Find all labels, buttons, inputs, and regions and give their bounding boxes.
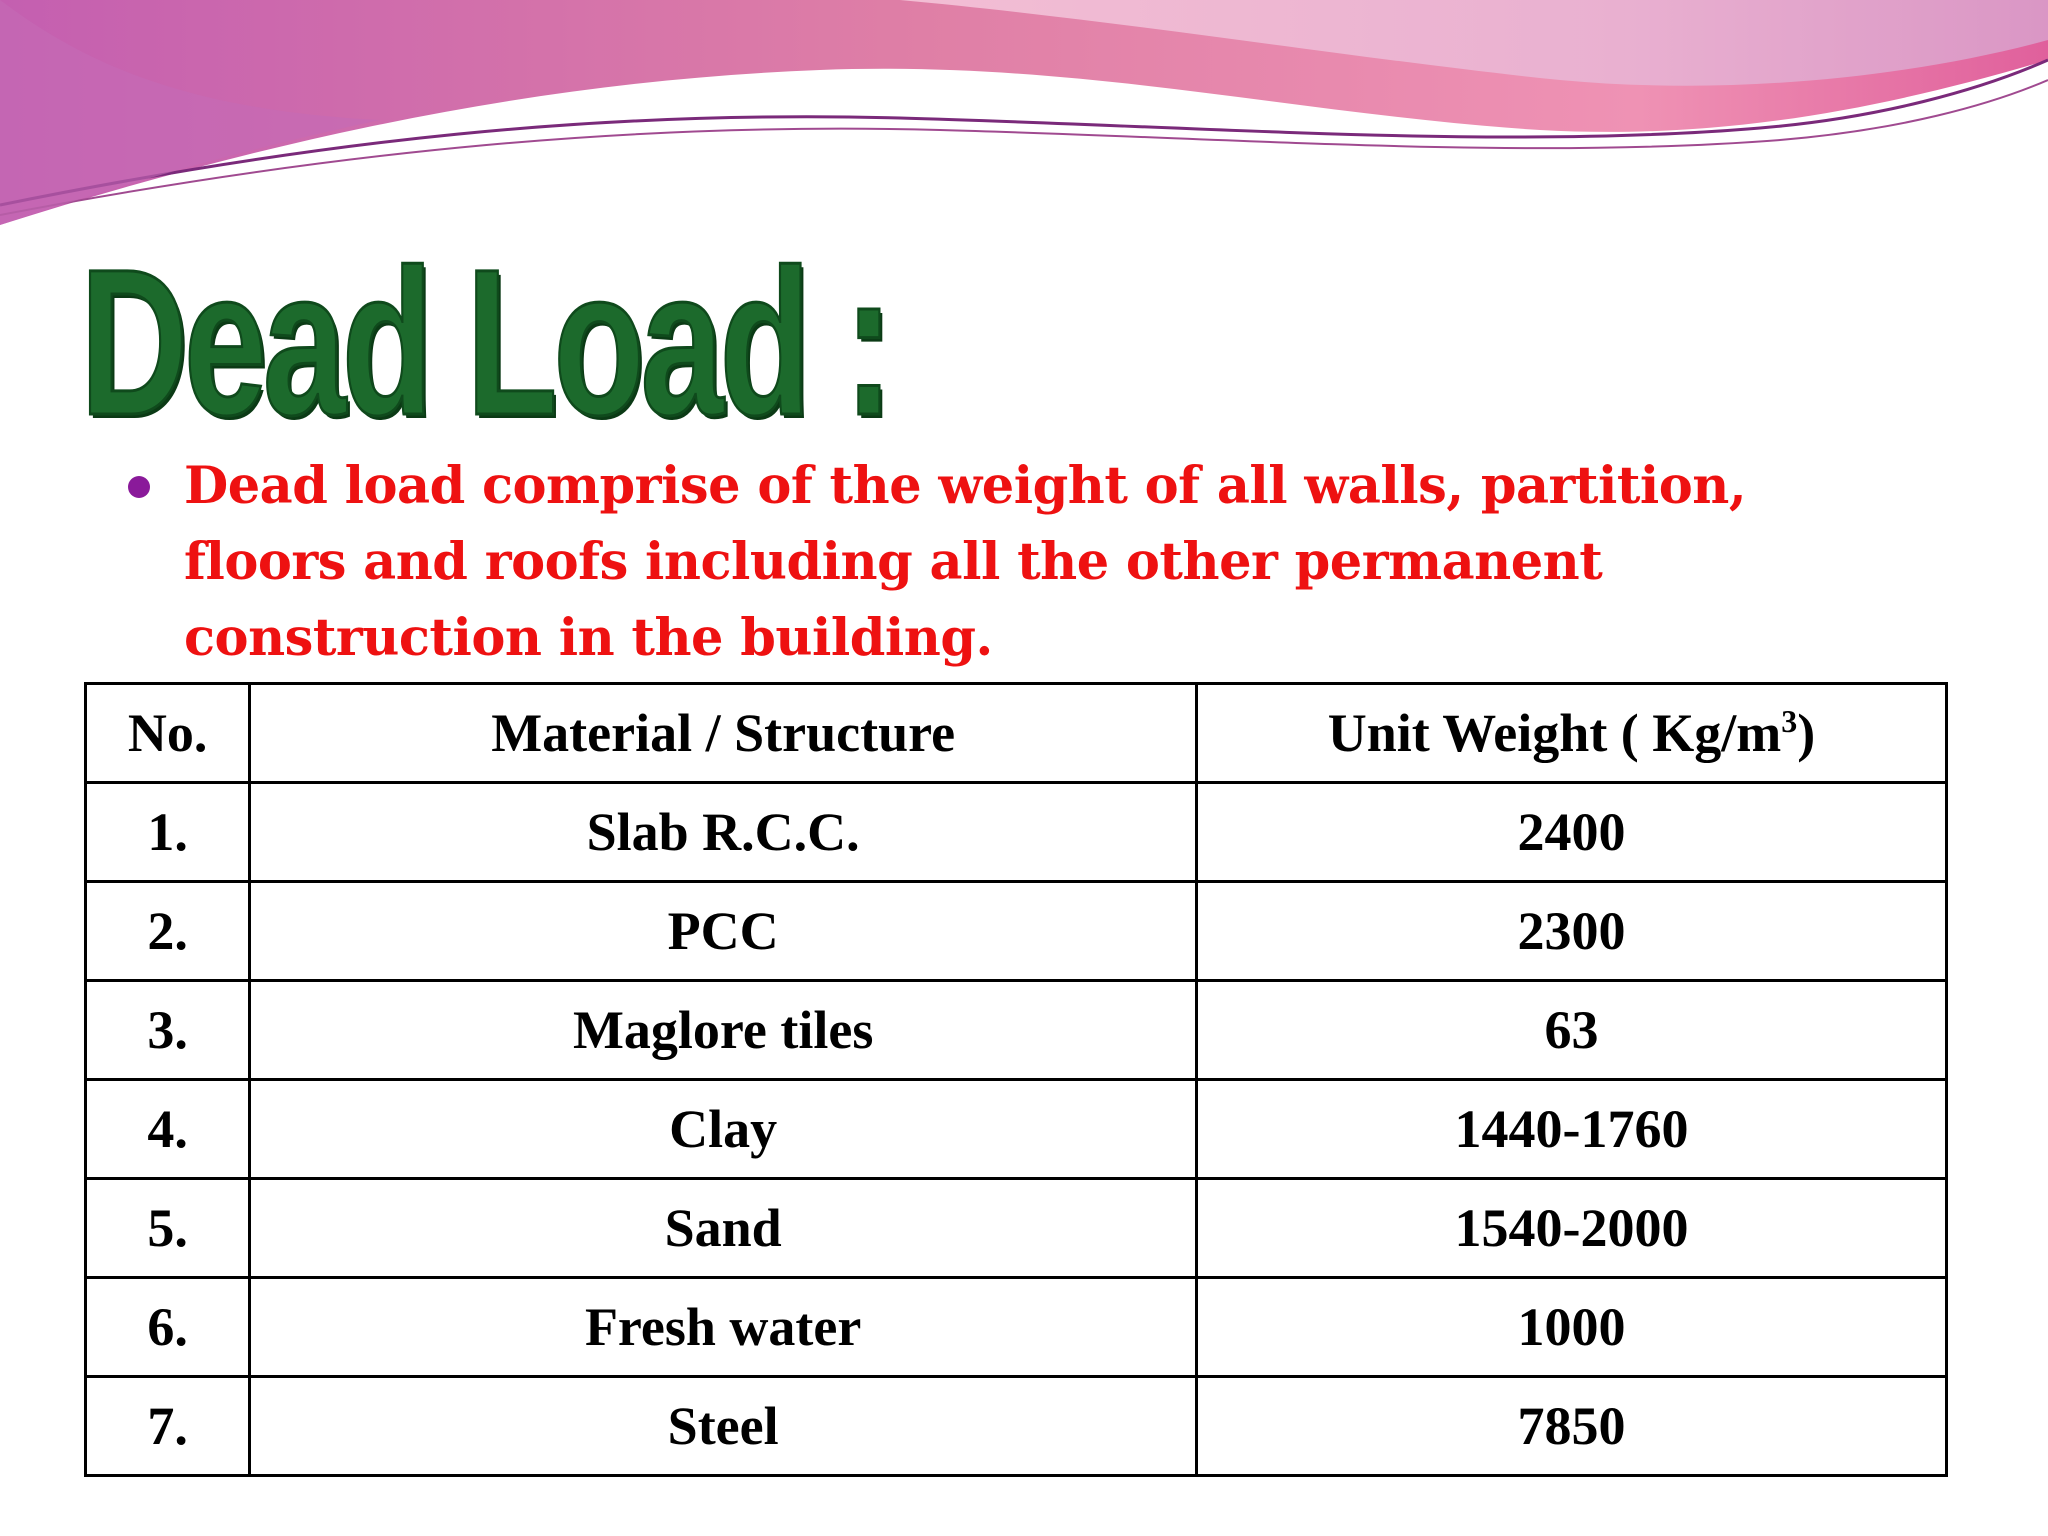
cell-weight: 1000 bbox=[1197, 1278, 1947, 1377]
cell-material: Steel bbox=[250, 1377, 1197, 1476]
cell-material: Fresh water bbox=[250, 1278, 1197, 1377]
cell-weight: 1540-2000 bbox=[1197, 1179, 1947, 1278]
table-row bbox=[86, 783, 1947, 882]
cell-no: 2. bbox=[86, 882, 250, 981]
cell-no: 6. bbox=[86, 1278, 250, 1377]
cell-material: PCC bbox=[250, 882, 1197, 981]
header-wave-decoration bbox=[0, 0, 2048, 240]
slide-title: Dead Load : bbox=[80, 227, 890, 459]
header-unit-weight-superscript: 3 bbox=[1781, 703, 1798, 739]
cell-material: Slab R.C.C. bbox=[250, 783, 1197, 882]
cell-weight: 7850 bbox=[1197, 1377, 1947, 1476]
cell-weight: 2300 bbox=[1197, 882, 1947, 981]
bullet-dot-icon bbox=[128, 476, 150, 498]
table-row bbox=[86, 1179, 1947, 1278]
header-unit-weight bbox=[1197, 684, 1947, 783]
cell-weight: 63 bbox=[1197, 981, 1947, 1080]
cell-weight: 2400 bbox=[1197, 783, 1947, 882]
cell-material: Maglore tiles bbox=[250, 981, 1197, 1080]
header-material: Material / Structure bbox=[250, 684, 1197, 783]
table-row bbox=[86, 1080, 1947, 1179]
cell-no: 4. bbox=[86, 1080, 250, 1179]
table-row bbox=[86, 882, 1947, 981]
table-row bbox=[86, 981, 1947, 1080]
header-unit-weight-prefix: Unit Weight ( Kg/m bbox=[1327, 703, 1782, 763]
bullet-point bbox=[128, 448, 1888, 676]
cell-no: 5. bbox=[86, 1179, 250, 1278]
cell-material: Sand bbox=[250, 1179, 1197, 1278]
cell-no: 1. bbox=[86, 783, 250, 882]
header-unit-weight-suffix: ) bbox=[1797, 703, 1816, 763]
cell-material: Clay bbox=[250, 1080, 1197, 1179]
cell-no: 7. bbox=[86, 1377, 250, 1476]
cell-no: 3. bbox=[86, 981, 250, 1080]
cell-weight: 1440-1760 bbox=[1197, 1080, 1947, 1179]
table-header-row bbox=[86, 684, 1947, 783]
dead-load-table bbox=[84, 682, 1948, 1477]
header-no: No. bbox=[86, 684, 250, 783]
table-row bbox=[86, 1377, 1947, 1476]
bullet-text: Dead load comprise of the weight of all walls, partition, floors and roofs including all the other permanent construction in the building. bbox=[184, 456, 1747, 668]
table-row bbox=[86, 1278, 1947, 1377]
